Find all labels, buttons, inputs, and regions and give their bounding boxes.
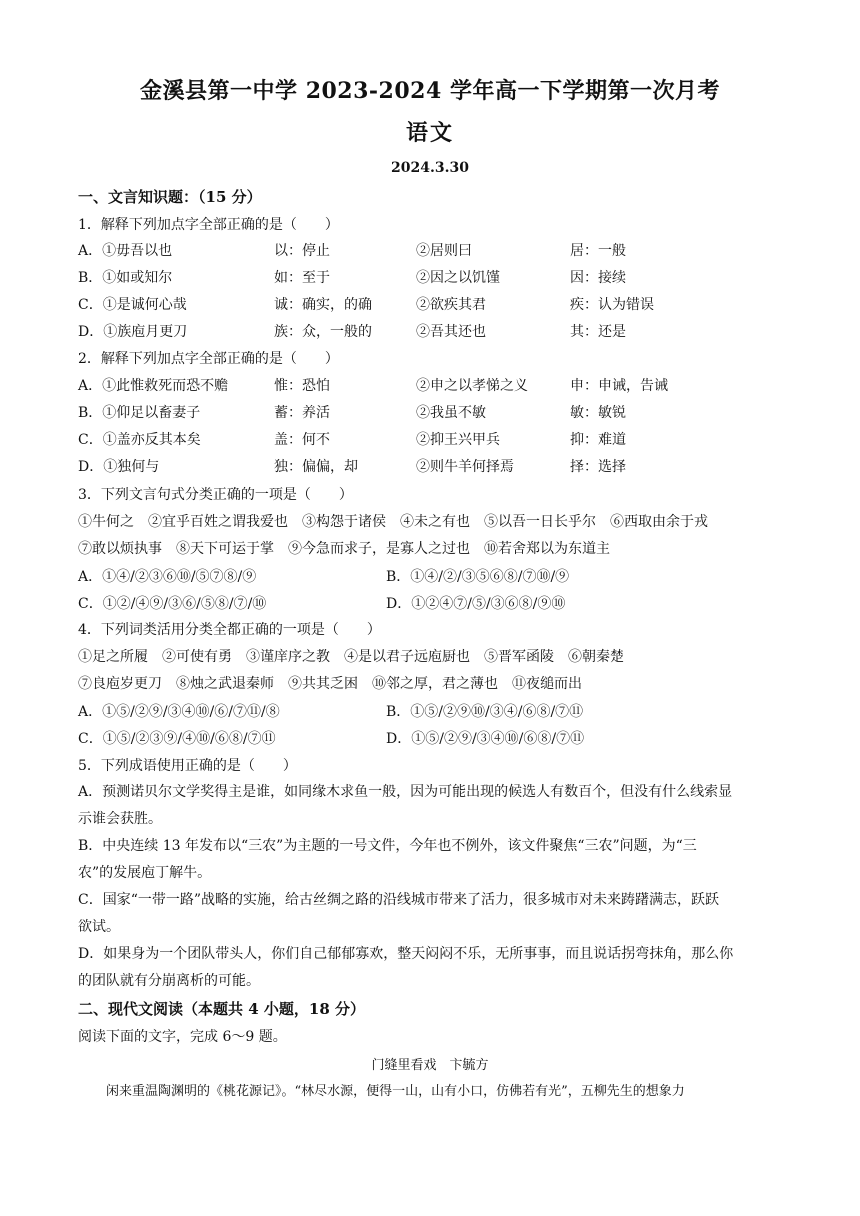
q5-option-a-line2: 示谁会获胜。 xyxy=(78,811,162,827)
section2-instruction: 阅读下面的文字，完成 6～9 题。 xyxy=(78,1029,287,1045)
q3-option-d: D．①②④⑦/⑤/③⑥⑧/⑨⑩ xyxy=(386,596,566,612)
q1-b-item2: ②因之以饥馑 xyxy=(416,270,500,286)
q4-stem: 4．下列词类活用分类全都正确的一项是（ ） xyxy=(78,622,381,638)
q1-d-item2: ②吾其还也 xyxy=(416,324,486,340)
q4-option-c: C．①⑤/②③⑨/④⑩/⑥⑧/⑦⑪ xyxy=(78,731,276,747)
q2-d-label: D．①独何与 xyxy=(78,459,160,475)
q2-c-item2: ②抑王兴甲兵 xyxy=(416,432,500,448)
q5-option-c-line1: C．国家“一带一路”战略的实施，给古丝绸之路的沿线城市带来了活力，很多城市对未来踌躇满志，跃跃 xyxy=(78,892,720,908)
q4-option-b: B．①⑤/②⑨⑩/③④/⑥⑧/⑦⑪ xyxy=(386,704,584,720)
exam-title: 金溪县第一中学 2023-2024 学年高一下学期第一次月考 xyxy=(140,78,720,104)
q5-option-b-line1: B．中央连续 13 年发布以“三农”为主题的一号文件，今年也不例外，该文件聚焦“三农”问题，为“三 xyxy=(78,838,697,854)
q2-c-gloss1: 盖：何不 xyxy=(274,432,330,448)
q1-b-gloss1: 如：至于 xyxy=(274,270,330,286)
q5-option-a-line1: A．预测诺贝尔文学奖得主是谁，如同缘木求鱼一般，因为可能出现的候选人有数百个，但没有什么线索显 xyxy=(78,784,733,800)
section1-heading: 一、文言知识题：（15 分） xyxy=(78,188,262,206)
q2-d-gloss1: 独：偏偏，却 xyxy=(274,459,358,475)
q1-c-gloss2: 疾：认为错误 xyxy=(570,297,654,313)
q1-a-gloss2: 居：一般 xyxy=(570,243,626,259)
q4-option-a: A．①⑤/②⑨/③④⑩/⑥/⑦⑪/⑧ xyxy=(78,704,280,720)
q2-b-gloss1: 蓄：养活 xyxy=(274,405,330,421)
q3-sentences-line1: ①牛何之 ②宜乎百姓之谓我爱也 ③构怨于诸侯 ④未之有也 ⑤以吾一日长乎尔 ⑥西取由余于戎 xyxy=(78,514,708,530)
q1-b-label: B．①如或知尔 xyxy=(78,270,173,286)
q4-items-line2: ⑦良庖岁更刀 ⑧烛之武退秦师 ⑨共其乏困 ⑩邻之厚，君之薄也 ⑪夜缒而出 xyxy=(78,676,582,692)
q1-stem: 1．解释下列加点字全部正确的是（ ） xyxy=(78,217,339,233)
q1-c-label: C．①是诚何心哉 xyxy=(78,297,187,313)
q1-a-item2: ②居则曰 xyxy=(416,243,472,259)
q2-c-label: C．①盖亦反其本矣 xyxy=(78,432,201,448)
q1-a-label: A．①毋吾以也 xyxy=(78,243,173,259)
q3-option-b: B．①④/②/③⑤⑥⑧/⑦⑩/⑨ xyxy=(386,569,570,585)
q1-d-label: D．①族庖月更刀 xyxy=(78,324,188,340)
q5-option-d-line1: D．如果身为一个团队带头人，你们自己郁郁寡欢，整天闷闷不乐，无所事事，而且说话拐弯抹角，那么你 xyxy=(78,946,734,962)
q1-a-gloss1: 以：停止 xyxy=(274,243,330,259)
q2-d-item2: ②则牛羊何择焉 xyxy=(416,459,514,475)
q2-c-gloss2: 抑：难道 xyxy=(570,432,626,448)
passage-title: 门缝里看戏 卞毓方 xyxy=(371,1058,489,1073)
q2-a-label: A．①此惟救死而恐不赡 xyxy=(78,378,229,394)
q4-option-d: D．①⑤/②⑨/③④⑩/⑥⑧/⑦⑪ xyxy=(386,731,585,747)
q2-stem: 2．解释下列加点字全部正确的是（ ） xyxy=(78,351,339,367)
subject-title: 语文 xyxy=(405,120,454,146)
q1-c-gloss1: 诚：确实，的确 xyxy=(274,297,372,313)
q1-d-gloss2: 其：还是 xyxy=(570,324,626,340)
q3-option-a: A．①④/②③⑥⑩/⑤⑦⑧/⑨ xyxy=(78,569,257,585)
q5-option-d-line2: 的团队就有分崩离析的可能。 xyxy=(78,973,260,989)
q1-c-item2: ②欲疾其君 xyxy=(416,297,486,313)
q2-d-gloss2: 择：选择 xyxy=(570,459,626,475)
section2-heading: 二、现代文阅读（本题共 4 小题，18 分） xyxy=(78,1000,365,1018)
q1-d-gloss1: 族：众，一般的 xyxy=(274,324,372,340)
q4-items-line1: ①足之所履 ②可使有勇 ③谨庠序之教 ④是以君子远庖厨也 ⑤晋军函陵 ⑥朝秦楚 xyxy=(78,649,624,665)
q2-b-gloss2: 敏：敏锐 xyxy=(570,405,626,421)
exam-date: 2024.3.30 xyxy=(391,160,469,176)
q3-stem: 3．下列文言句式分类正确的一项是（ ） xyxy=(78,487,353,503)
q2-b-item2: ②我虽不敏 xyxy=(416,405,486,421)
q2-a-gloss2: 申：申诫，告诫 xyxy=(570,378,668,394)
q5-option-c-line2: 欲试。 xyxy=(78,919,120,935)
q2-a-item2: ②申之以孝悌之义 xyxy=(416,378,528,394)
passage-first-line: 闲来重温陶渊明的《桃花源记》。“林尽水源，便得一山，山有小口，仿佛若有光”，五柳先生的想象力 xyxy=(106,1084,685,1099)
q1-b-gloss2: 因：接续 xyxy=(570,270,626,286)
q2-b-label: B．①仰足以畜妻子 xyxy=(78,405,201,421)
q2-a-gloss1: 惟：恐怕 xyxy=(274,378,330,394)
q5-stem: 5．下列成语使用正确的是（ ） xyxy=(78,758,297,774)
q3-sentences-line2: ⑦敢以烦执事 ⑧天下可运于掌 ⑨今急而求子，是寡人之过也 ⑩若舍郑以为东道主 xyxy=(78,541,610,557)
q3-option-c: C．①②/④⑨/③⑥/⑤⑧/⑦/⑩ xyxy=(78,596,267,612)
q5-option-b-line2: 农”的发展庖丁解牛。 xyxy=(78,865,212,881)
